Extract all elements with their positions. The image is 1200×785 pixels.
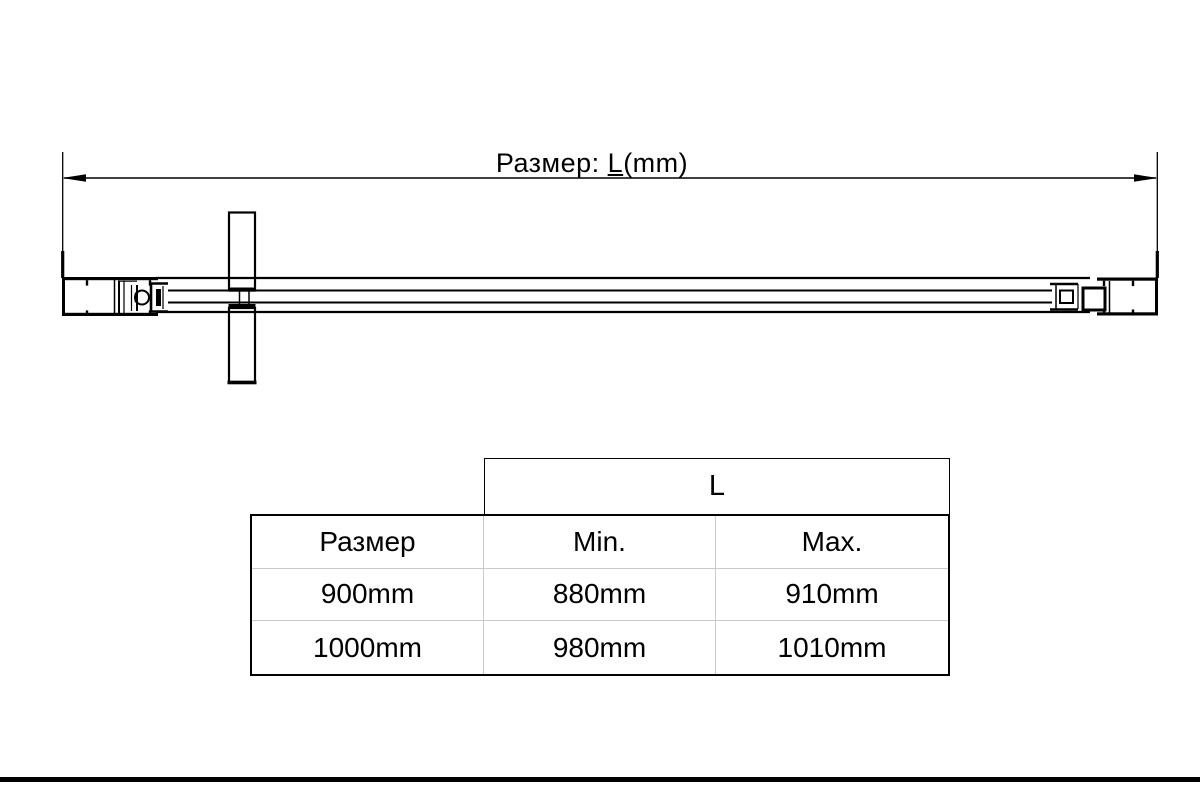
- dimension-arrow-left-icon: [62, 174, 86, 181]
- right-profile-top-flange: [1097, 278, 1158, 281]
- table-cell-size-1000: 1000mm: [252, 621, 484, 674]
- table-cell-min-900: 880mm: [484, 569, 716, 622]
- table-header-max: Max.: [716, 516, 948, 569]
- left-profile-top-flange: [62, 277, 158, 280]
- dimension-label-suffix: (mm): [623, 148, 689, 178]
- table-header-min: Min.: [484, 516, 716, 569]
- glass-panel-lower: [229, 308, 255, 382]
- left-wall-profile: [62, 277, 158, 316]
- table-header-size: Размер: [252, 516, 484, 569]
- left-roller-pin: [156, 289, 161, 306]
- table-span-header-label: L: [708, 470, 726, 502]
- right-profile-wall-edge: [1155, 278, 1158, 316]
- left-adjuster-assembly: [119, 281, 168, 316]
- dimension-arrow-right-icon: [1134, 174, 1158, 181]
- table-span-header-cell: [484, 458, 950, 514]
- left-profile-bottom-flange: [62, 313, 158, 316]
- glass-panel-clamp: [228, 213, 257, 385]
- dimension-line-group: [62, 152, 1158, 278]
- size-table: [250, 514, 950, 676]
- right-adjuster-assembly: [1050, 284, 1105, 310]
- right-connector-block: [1083, 288, 1105, 310]
- dimension-label-prefix: Размер:: [495, 148, 608, 178]
- right-adjuster-block: [1060, 291, 1073, 304]
- right-profile-bottom-flange: [1097, 312, 1158, 315]
- rail-lines: [156, 278, 1090, 312]
- table-cell-max-1000: 1010mm: [777, 631, 887, 663]
- glass-panel-lower-end: [228, 381, 257, 385]
- clamp-cap-upper: [229, 288, 256, 292]
- left-profile-wall-edge: [62, 277, 65, 316]
- dimension-label-variable: L: [607, 148, 624, 178]
- table-cell-min-1000: 980mm: [484, 621, 716, 674]
- table-cell-max-900: 910mm: [716, 569, 948, 622]
- table-cell-size-900: 900mm: [252, 569, 484, 622]
- page-bottom-rule: [0, 777, 1200, 782]
